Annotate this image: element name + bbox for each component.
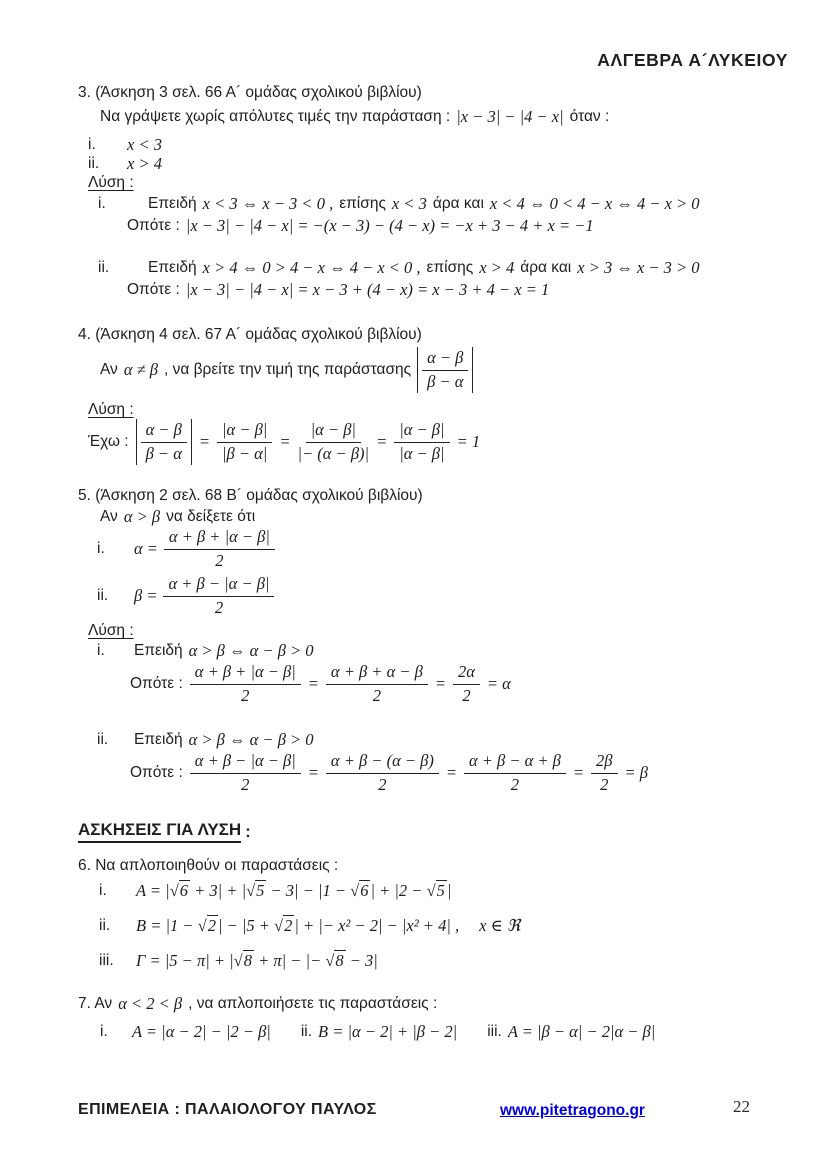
ex5-sol-ii-math: α > β ⇔ α − β > 0 — [188, 730, 314, 749]
ex5-sol-ii-word: Επειδή — [134, 731, 183, 748]
fraction-numerator: α + β + |α − β| — [164, 528, 275, 550]
ex5-solution-label: Λύση : — [88, 622, 134, 639]
ex7-iii-label: iii. — [487, 1023, 502, 1040]
ex3-sol-ii-opote: Οπότε : — [127, 281, 180, 298]
ex3-case-i-math: x < 3 — [127, 135, 162, 154]
ex4-exw-word: Έχω : — [88, 433, 129, 450]
ex6-i-math — [136, 881, 451, 901]
fraction-numerator: α + β + α − β — [326, 663, 428, 685]
ex5-sol-ii-label: ii. — [97, 731, 109, 748]
ex3-statement-text: Να γράψετε χωρίς απόλυτες τιμές την παράσταση : — [100, 108, 451, 125]
ex3-case-ii-math: x > 4 — [127, 154, 162, 173]
ex6-ii-math — [136, 916, 459, 936]
ex6-ii-domain: x ∈ ℜ — [479, 916, 521, 935]
ex3-sol-ii-word2: επίσης — [426, 259, 474, 276]
sqrt-expression — [198, 918, 218, 935]
sqrt-radicand: 5 — [436, 881, 445, 900]
equals-sign: = — [279, 432, 291, 451]
ex3-sol-ii-label: ii. — [98, 259, 110, 276]
equals-sign: = — [198, 432, 210, 451]
fraction-numerator: |α − β| — [217, 421, 272, 443]
ex4-statement-abs-fraction — [417, 347, 473, 394]
fraction-denominator: |− (α − β)| — [297, 443, 370, 463]
math-segment: + 3| + | — [190, 881, 247, 900]
ex5-heading: 5. (Άσκηση 2 σελ. 68 Β´ ομάδας σχολικού βιβλίου) — [78, 487, 423, 504]
fraction — [190, 663, 301, 706]
fraction-denominator: 2 — [462, 685, 471, 705]
ex5-statement-math: α > β — [123, 507, 161, 526]
ex3-sol-i-word: Επειδή — [148, 195, 197, 212]
ex3-sol-ii-word: Επειδή — [148, 259, 197, 276]
sqrt-radicand: 6 — [179, 881, 189, 900]
sqrt-radicand: 2 — [284, 916, 293, 935]
fraction-denominator: 2 — [215, 550, 224, 570]
sqrt-radical-sign: √ — [274, 916, 284, 935]
ex4-result: = 1 — [456, 432, 481, 451]
ex4-abs-fraction — [136, 419, 192, 466]
math-segment: | − |5 + — [217, 916, 275, 935]
fraction-denominator: 2 — [241, 774, 250, 794]
ex5-sol-i-word: Επειδή — [134, 642, 183, 659]
sqrt-expression — [170, 883, 190, 900]
sqrt-expression — [427, 883, 447, 900]
fraction-numerator: 2β — [591, 752, 617, 774]
fraction — [464, 752, 566, 795]
ex3-statement-math: |x − 3| − |4 − x| — [456, 107, 564, 126]
ex7-i-math: Α = |α − 2| − |2 − β| — [132, 1022, 271, 1041]
ex7-i-label: i. — [100, 1023, 108, 1040]
fraction-denominator: 2 — [600, 774, 609, 794]
page-title: ΑΛΓΕΒΡΑ Α´ΛΥΚΕΙΟΥ — [597, 50, 788, 70]
ex5-ii-lhs: β = — [134, 586, 158, 605]
ex7-heading-word2: , να απλοποιήσετε τις παραστάσεις : — [188, 995, 438, 1012]
fraction-numerator: |α − β| — [394, 421, 449, 443]
ex5-statement-word2: να δείξετε ότι — [166, 508, 256, 525]
ex7-heading-word1: 7. Αν — [78, 995, 113, 1012]
fraction — [297, 421, 369, 464]
fraction — [217, 421, 272, 464]
ex3-solution-label: Λύση : — [88, 174, 134, 191]
math-segment: Α = | — [136, 881, 170, 900]
ex3-case-ii-label: ii. — [88, 155, 100, 172]
section-colon: : — [245, 821, 251, 841]
sqrt-expression — [325, 953, 345, 970]
fraction — [422, 349, 468, 392]
equals-sign: = — [434, 674, 446, 693]
sqrt-radical-sign: √ — [426, 881, 436, 900]
fraction — [190, 752, 301, 795]
fraction — [326, 663, 428, 706]
ex7-ii-math: Β = |α − 2| + |β − 2| — [318, 1022, 458, 1041]
fraction-denominator: |β − α| — [222, 443, 268, 463]
fraction-numerator: α − β — [422, 349, 468, 371]
ex7-iii-math: Α = |β − α| − 2|α − β| — [507, 1022, 656, 1041]
sqrt-radicand: 5 — [256, 881, 265, 900]
ex3-sol-i-result: |x − 3| − |4 − x| = −(x − 3) − (4 − x) = −x + 3 − 4 + x = −1 — [185, 216, 594, 235]
ex3-sol-ii-math2: x > 4 — [479, 258, 515, 277]
equals-sign: = — [376, 432, 388, 451]
ex4-heading: 4. (Άσκηση 4 σελ. 67 Α´ ομάδας σχολικού βιβλίου) — [78, 326, 422, 343]
fraction-numerator: α − β — [141, 421, 187, 443]
sqrt-radical-sign: √ — [350, 881, 360, 900]
fraction-numerator: α + β + |α − β| — [190, 663, 301, 685]
fraction-denominator: 2 — [510, 774, 520, 794]
ex5-sol-ii-opote: Οπότε : — [130, 764, 183, 781]
math-segment: | — [446, 881, 452, 900]
fraction — [394, 421, 449, 464]
ex3-sol-i-math2: x < 3 — [391, 194, 427, 213]
sqrt-radical-sign: √ — [169, 881, 179, 900]
fraction-denominator: 2 — [372, 685, 381, 705]
fraction-numerator: 2α — [453, 663, 480, 685]
sqrt-radical-sign: √ — [197, 916, 207, 935]
ex3-heading: 3. (Άσκηση 3 σελ. 66 Α´ ομάδας σχολικού βιβλίου) — [78, 84, 422, 101]
ex4-statement-word1: Αν — [100, 361, 118, 378]
ex5-statement-word1: Αν — [100, 508, 118, 525]
fraction-denominator: 2 — [214, 597, 224, 617]
ex5-sol-ii-result: = β — [624, 763, 648, 782]
equals-sign: = — [307, 763, 319, 782]
math-segment: − 3| − |1 − — [266, 881, 351, 900]
page-number: 22 — [733, 1097, 750, 1116]
ex4-statement-math1: α ≠ β — [123, 360, 158, 379]
ex5-sol-i-result: = α — [486, 674, 511, 693]
fraction-denominator: β − α — [427, 371, 464, 391]
fraction-denominator: 2 — [241, 685, 250, 705]
ex5-sol-i-opote: Οπότε : — [130, 675, 183, 692]
fraction-numerator: α + β − |α − β| — [190, 752, 301, 774]
footer-link[interactable]: www.pitetragono.gr — [500, 1102, 645, 1119]
sqrt-radicand: 8 — [243, 951, 252, 970]
fraction — [326, 752, 439, 795]
sqrt-radicand: 8 — [335, 951, 344, 970]
ex4-solution-label: Λύση : — [88, 401, 134, 418]
fraction-denominator: 2 — [378, 774, 387, 794]
fraction — [164, 528, 275, 571]
fraction-denominator: β − α — [145, 443, 182, 463]
ex6-heading: 6. Να απλοποιηθούν οι παραστάσεις : — [78, 857, 339, 874]
equals-sign: = — [445, 763, 457, 782]
math-segment: | + |2 − — [370, 881, 427, 900]
ex5-sol-i-label: i. — [97, 642, 105, 659]
sqrt-radical-sign: √ — [246, 881, 256, 900]
fraction-numerator: α + β − |α − β| — [163, 575, 274, 597]
fraction-denominator: |α − β| — [399, 443, 445, 463]
math-segment: | + |− x² − 2| − |x² + 4| , — [294, 916, 460, 935]
fraction — [141, 421, 187, 464]
fraction-numerator: |α − β| — [306, 421, 361, 443]
math-segment: − 3| — [345, 951, 378, 970]
ex7-heading-math: α < 2 < β — [118, 994, 183, 1013]
sqrt-expression — [246, 883, 266, 900]
ex3-sol-i-math1: x < 3 ⇔ x − 3 < 0 , — [202, 194, 334, 213]
sqrt-radicand: 2 — [207, 916, 216, 935]
equals-sign: = — [307, 674, 319, 693]
section-title: ΑΣΚΗΣΕΙΣ ΓΙΑ ΛΥΣΗ — [78, 820, 241, 843]
ex4-statement-word2: , να βρείτε την τιμή της παράστασης — [164, 361, 412, 378]
fraction — [163, 575, 274, 618]
ex3-case-i-label: i. — [88, 136, 96, 153]
ex3-sol-i-word2: επίσης — [339, 195, 386, 212]
equals-sign: = — [572, 763, 585, 782]
fraction — [453, 663, 480, 706]
sqrt-radicand: 6 — [360, 881, 369, 900]
math-segment: Γ = |5 − π| + | — [136, 951, 234, 970]
ex5-i-lhs: α = — [134, 539, 158, 558]
ex3-sol-i-word3: άρα και — [432, 195, 484, 212]
ex3-sol-i-label: i. — [98, 195, 106, 212]
ex6-iii-label: iii. — [99, 952, 114, 969]
ex6-i-label: i. — [99, 882, 107, 899]
ex6-iii-math — [136, 951, 378, 971]
sqrt-expression — [234, 953, 254, 970]
ex3-sol-ii-result: |x − 3| − |4 − x| = x − 3 + (4 − x) = x − 3 + 4 − x = 1 — [185, 280, 550, 299]
footer-credit: ΕΠΙΜΕΛΕΙΑ : ΠΑΛΑΙΟΛΟΓΟΥ ΠΑΥΛΟΣ — [78, 1101, 377, 1118]
ex3-statement-tail: όταν : — [569, 108, 610, 125]
ex5-i-label: i. — [97, 540, 105, 557]
ex3-sol-i-opote: Οπότε : — [127, 217, 180, 234]
fraction-numerator: α + β − (α − β) — [326, 752, 439, 774]
sqrt-expression — [274, 918, 294, 935]
math-segment: Β = |1 − — [136, 916, 198, 935]
fraction — [591, 752, 617, 795]
ex3-sol-ii-math1: x > 4 ⇔ 0 > 4 − x ⇔ 4 − x < 0 , — [202, 258, 421, 277]
sqrt-radical-sign: √ — [325, 951, 335, 970]
ex3-sol-ii-word3: άρα και — [520, 259, 572, 276]
math-segment: + π| − |− — [253, 951, 326, 970]
ex5-sol-i-math: α > β ⇔ α − β > 0 — [188, 641, 314, 660]
sqrt-radical-sign: √ — [233, 951, 243, 970]
fraction-numerator: α + β − α + β — [464, 752, 566, 774]
sqrt-expression — [350, 883, 370, 900]
ex6-ii-label: ii. — [99, 917, 111, 934]
ex7-ii-label: ii. — [300, 1023, 313, 1040]
ex3-sol-i-math3: x < 4 ⇔ 0 < 4 − x ⇔ 4 − x > 0 — [489, 194, 700, 213]
ex5-ii-label: ii. — [97, 587, 109, 604]
ex3-sol-ii-math3: x > 3 ⇔ x − 3 > 0 — [577, 258, 700, 277]
